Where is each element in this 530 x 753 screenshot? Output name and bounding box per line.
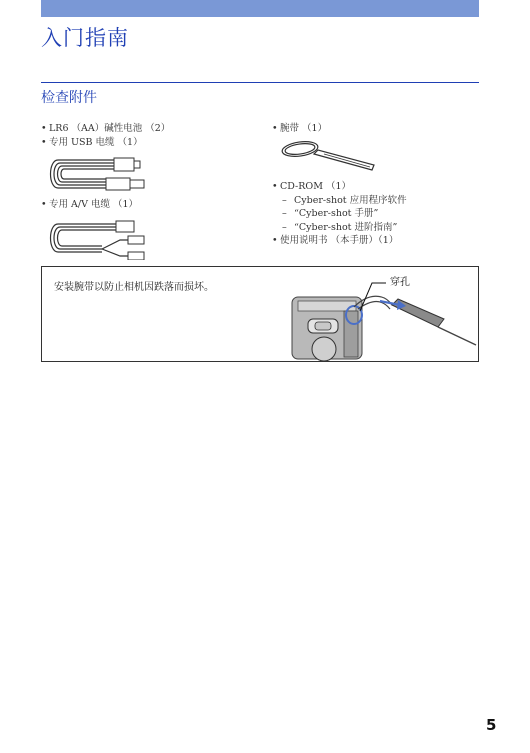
accessory-list-right [272,122,327,136]
list-item-battery: • LR6 （AA）碱性电池 （2） [41,123,171,134]
cdrom-sub-item-software: – Cyber-shot 应用程序软件 [282,194,407,206]
list-item-usb-cable: • 专用 USB 电缆 （1） [41,136,143,148]
section-title: 检查附件 [41,90,97,106]
usb-cable-illustration [44,155,150,193]
list-item-av-cable: • 专用 A/V 电缆 （1） [41,199,139,210]
accessory-list-right-2 [272,180,407,248]
strap-attachment-illustration [288,271,478,361]
accessory-list-left-2 [41,198,138,212]
strap-note-text: 安装腕带以防止相机因跌落而损坏。 [54,282,214,293]
accessory-list-left [41,122,170,149]
section-divider [41,82,479,83]
list-item-manual: • 使用说明书 （本手册）（1） [272,235,399,246]
wrist-strap-illustration [278,138,378,174]
av-cable-illustration [44,216,150,260]
page-title: 入门指南 [41,26,129,50]
page-number: 5 [486,716,497,734]
strap-note-box [41,266,479,362]
header-band [41,0,479,17]
cdrom-sub-item-handbook: – “Cyber-shot 手册” [282,208,379,219]
list-item-wrist-strap: • 腕带 （1） [272,123,328,134]
callout-label: 穿孔 [390,277,410,288]
list-item-cdrom: • CD-ROM （1） [272,181,352,192]
cdrom-sub-item-advanced-guide: – “Cyber-shot 进阶指南” [282,221,398,233]
